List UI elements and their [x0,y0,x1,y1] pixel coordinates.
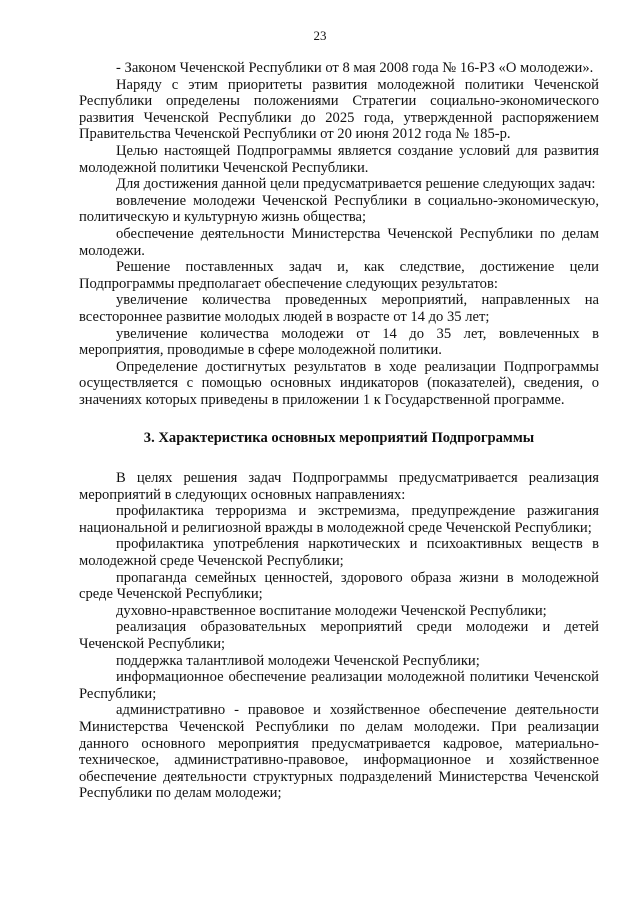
paragraph: информационное обеспечение реализации молодежной политики Чеченской Республики; [79,669,599,702]
paragraph: В целях решения задач Подпрограммы предусматривается реализация мероприятий в следующих основных направлениях: [79,470,599,503]
paragraph: обеспечение деятельности Министерства Чеченской Республики по делам молодежи. [79,225,599,259]
paragraph: Целью настоящей Подпрограммы является создание условий для развития молодежной политики Чеченской Республики. [79,142,599,176]
paragraph: реализация образовательных мероприятий среди молодежи и детей Чеченской Республики; [79,619,599,652]
section-heading: 3. Характеристика основных мероприятий Подпрограммы [143,430,535,447]
paragraph: духовно-нравственное воспитание молодежи Чеченской Республики; [116,602,547,619]
paragraph: поддержка талантливой молодежи Чеченской Республики; [116,652,480,669]
paragraph: Определение достигнутых результатов в ходе реализации Подпрограммы осуществляется с помощью основных индикаторов (показателей), сведения, о значениях которых приведены в приложении 1 к Государственной программе. [79,358,599,408]
paragraph: вовлечение молодежи Чеченской Республики в социально-экономическую, политическую и культурную жизнь общества; [79,192,599,226]
paragraph: профилактика употребления наркотических и психоактивных веществ в молодежной среде Чеченской Республики; [79,536,599,570]
paragraph: увеличение количества молодежи от 14 до 35 лет, вовлеченных в мероприятия, проводимые в сфере молодежной политики. [79,325,599,359]
document-body [79,60,599,802]
paragraph: увеличение количества проведенных мероприятий, направленных на всестороннее развитие молодых людей в возрасте от 14 до 35 лет; [79,292,599,325]
paragraph: пропаганда семейных ценностей, здорового образа жизни в молодежной среде Чеченской Республики; [79,569,599,603]
paragraph: Наряду с этим приоритеты развития молодежной политики Чеченской Республики определены положениями Стратегии социально-экономического развития Чеченской Республики до 2025 года, утвержденной распоряжением Правительства Чеченской Республики от 20 июня 2012 года № 185-р. [79,76,599,143]
page-number: 23 [313,28,327,43]
paragraph: Решение поставленных задач и, как следствие, достижение цели Подпрограммы предполагает обеспечение следующих результатов: [79,259,599,292]
paragraph: профилактика терроризма и экстремизма, предупреждение разжигания национальной и религиозной вражды в молодежной среде Чеченской Республики; [79,503,599,536]
paragraph: - Законом Чеченской Республики от 8 мая 2008 года № 16-РЗ «О молодежи». [116,60,594,76]
paragraph: Для достижения данной цели предусматривается решение следующих задач: [116,176,596,193]
paragraph: административно - правовое и хозяйственное обеспечение деятельности Министерства Чеченской Республики по делам молодежи. При реализации данного основного мероприятия предусматривается кадровое, материально-техническое, административно-правовое, информационное и хозяйственное обеспечение деятельности структурных подразделений Министерства Чеченской Республики по делам молодежи; [79,702,599,802]
